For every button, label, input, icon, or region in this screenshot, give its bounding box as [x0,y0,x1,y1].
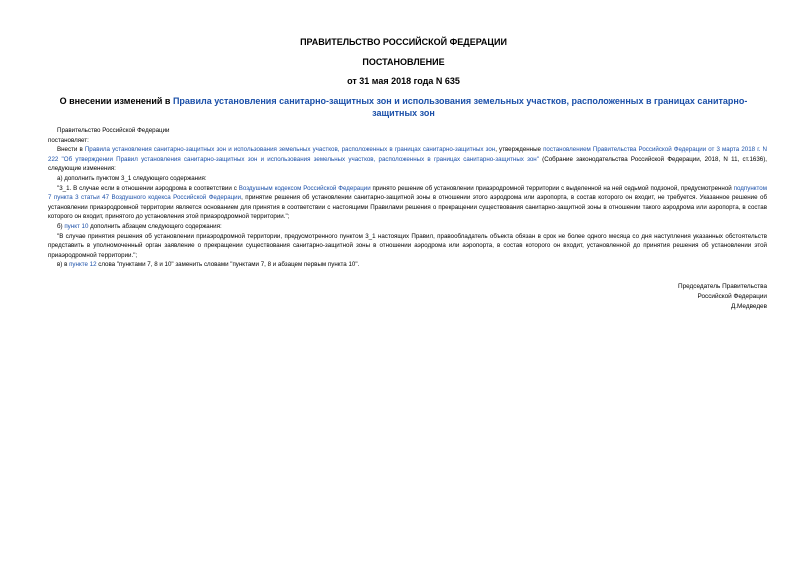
text: "3_1. В случае если в отношении аэродрома в соответствии с [57,184,239,192]
text: , утвержденные [495,146,544,154]
paragraph-3-1 [48,184,767,222]
text: , принятие решения об установлении санитарно-защитной зоны в отношении этого аэродрома или аэропорта, в состав которого он входит, не требуется. Указанное решение об установлении приаэродромной территории является основанием для принятия в соответствии с настоящими Правилами решения о прекращении существования санитарно-защитной зоны в отношении такого аэродрома или аэропорта, в состав которого он входит, принятого до установления этой приаэродромной территории."; [48,194,767,221]
text: б) [57,222,65,230]
text: Внести в [57,146,85,154]
paragraph-item-b [48,222,767,232]
paragraph-new-text: "В случае принятия решения об установлении приаэродромной территории, предусмотренного пунктом 3_1 настоящих Правил, правообладатель объекта обязан в срок не более одного месяца со дня наступления указанных обстоятельств представить в уполномоченный орган заявление о прекращении существования санитарно-защитной зоны в отношении аэродрома или аэропорта, в состав которого он входит, установленной до принятия решения об установлении этой приаэродромной территории."; [48,232,767,259]
article-47-link[interactable]: подпунктом 7 пункта 3 статьи 47 Воздушного кодекса Российской Федерации [48,184,767,202]
title-rules-link[interactable]: Правила установления санитарно-защитных зон и использования земельных участков, расположенных в границах санитарно-защитных зон [172,96,748,118]
text: слова "пунктами 7, 8 и 10" заменить словами "пунктами 7, 8 и абзацем первым пункта 10". [96,261,360,269]
doc-date-number: от 31 мая 2018 года N 635 [347,76,460,86]
text: (Собрание законодательства Российской Федерации, 2018, N 11, ст.1636), следующие изменения: [48,155,767,173]
text: дополнить абзацем следующего содержания: [88,222,222,230]
doc-title [40,95,767,119]
paragraph-item-a: а) дополнить пунктом 3_1 следующего содержания: [57,174,207,182]
resolution-222-link[interactable]: постановлением Правительства Российской Федерации от 3 марта 2018 г. N 222 "Об утверждении Правил установления санитарно-защитных зон и использования земельных участков, расположенных в границах санитарно-защитных зон" [48,146,767,163]
org-name: ПРАВИТЕЛЬСТВО РОССИЙСКОЙ ФЕДЕРАЦИИ [300,37,507,47]
doc-body [48,126,767,270]
text: принято решение об установлении приаэродромной территории с выделенной на ней седьмой подзоной, предусмотренной [370,184,734,192]
text: в) в [57,261,70,269]
air-code-link[interactable]: Воздушным кодексом Российской Федерации [238,184,371,192]
paragraph-resolves: постановляет: [48,136,89,144]
paragraph-item-v [48,260,767,270]
doc-type: ПОСТАНОВЛЕНИЕ [362,57,445,67]
paragraph-government: Правительство Российской Федерации [57,127,170,134]
title-prefix: О внесении изменений в [59,96,173,106]
paragraph-amend [48,145,767,174]
rules-link[interactable]: Правила установления санитарно-защитных зон и использования земельных участков, расположенных в границах санитарно-защитных зон [84,146,496,154]
point-12-link[interactable]: пункте 12 [69,261,97,269]
signature-name: Д.Медведев [730,303,767,310]
signature-line-1: Председатель Правительства [678,283,767,290]
signature-line-2: Российской Федерации [697,293,767,300]
point-10-link[interactable]: пункт 10 [64,222,89,230]
signature-block [678,282,767,312]
